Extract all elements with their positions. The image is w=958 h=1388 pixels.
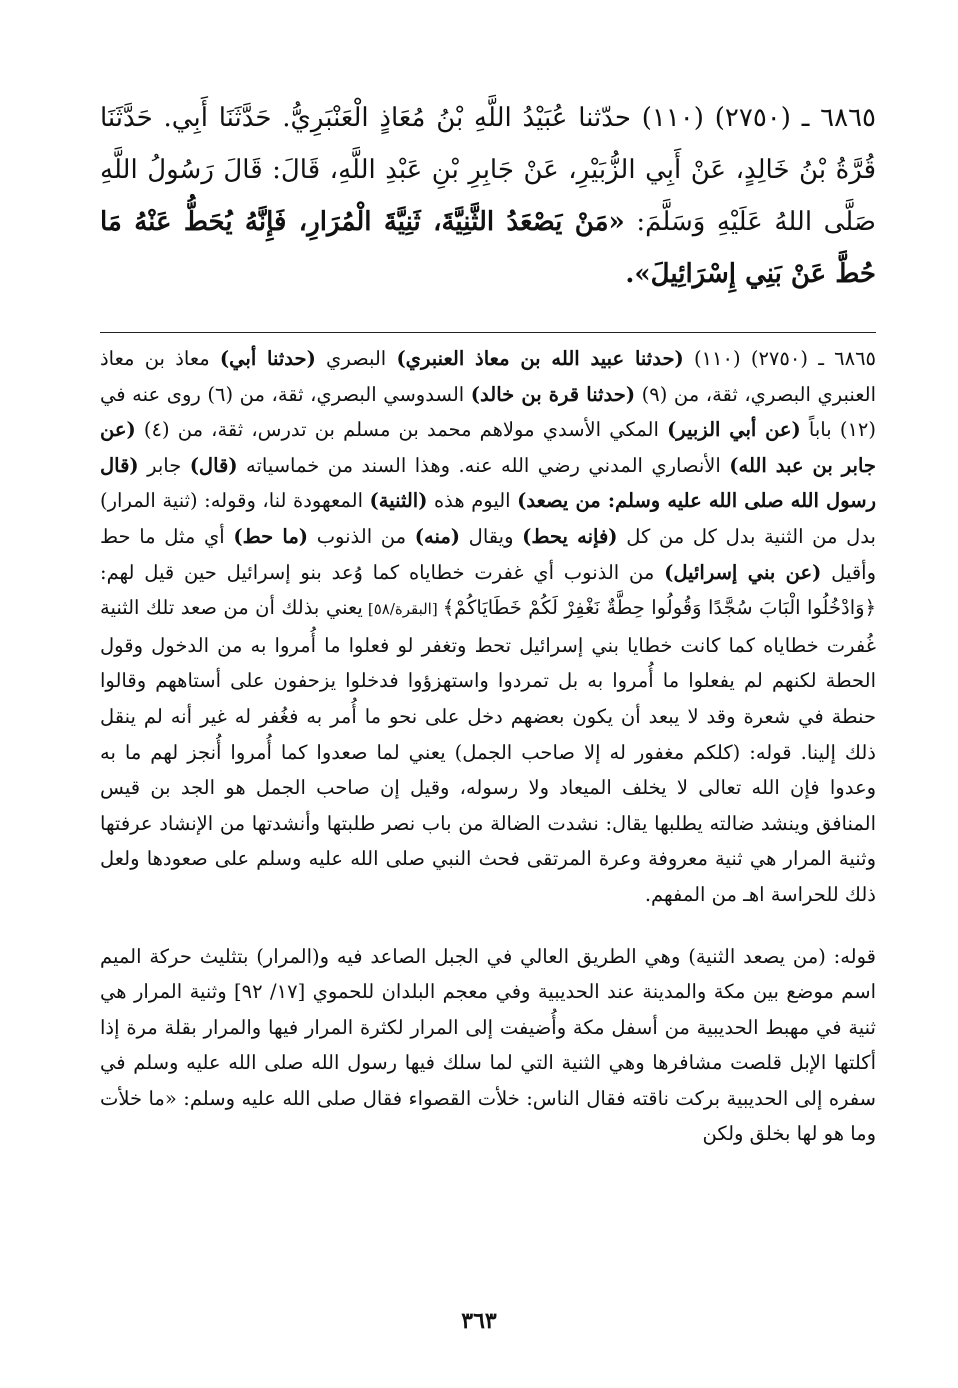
commentary-text: من الذنوب أي غفرت خطاياه كما وُعد بنو إسرائيل حين قيل لهم: — [100, 560, 665, 584]
commentary-bold: (فإنه يحط) — [522, 524, 618, 548]
commentary-text: البصري — [315, 347, 397, 370]
page-body — [100, 92, 876, 1152]
commentary-text: الأنصاري المدني رضي الله عنه. وهذا السند من خماسياته — [237, 453, 730, 477]
commentary-text: المعهودة لنا، وقوله: (ثنية المرار) بدل من الثنية بدل كل من كل — [100, 489, 876, 548]
commentary-bold: (عن جابر بن عبد الله) — [100, 418, 876, 477]
paragraph-gap — [100, 913, 876, 939]
commentary-text: السدوسي البصري، ثقة، من (٦) روى عنه في (١٢) باباً — [100, 382, 876, 442]
commentary-bold: (قال) — [189, 453, 238, 477]
note-paragraph: قوله: (من يصعد الثنية) وهي الطريق العالي في الجبل الصاعد فيه و(المرار) بتثليث حركة الميم اسم موضع بين مكة والمدينة عند الحديبية وفي معجم البلدان للحموي [١٧/ ٩٢] وثنية المرار هي ثنية في مهبط الحديبية من أسفل مكة وأُضيفت إلى المرار لكثرة المرار فيها والمرار بقلة مرة إذا أكلتها الإبل قلصت مشافرها وهي الثنية التي لما سلك فيها رسول الله صلى الله عليه وسلم في سفره إلى الحديبية بركت ناقته فقال الناس: خلأت القصواء فقال صلى الله عليه وسلم: «ما خلأت وما هو لها بخلق ولكن — [100, 944, 876, 1146]
commentary-bold: (ما حط) — [233, 524, 309, 548]
commentary-bold: (الثنية) — [369, 489, 428, 513]
commentary-text: أي مثل ما حط وأقيل — [100, 524, 876, 584]
commentary-text: جابر — [138, 453, 190, 477]
commentary-bold: (منه) — [414, 524, 461, 548]
commentary-text: المكي الأسدي مولاهم محمد بن مسلم بن تدرس، ثقة، من (٤) — [135, 418, 668, 442]
page-number: ٣٦٣ — [461, 1308, 497, 1334]
commentary-text: يعني بذلك أن من صعد تلك الثنية غُفرت خطاياه كما كانت خطايا بني إسرائيل تحط وتغفر لو فعلوا ما أُمروا به من الدخول وقول الحطة لكنهم لم يفعلوا ما أُمروا به بل تمردوا واستهزؤوا فدخلوا يزحفون على أستاههم وقالوا حنطة في شعرة وقد لا يبعد أن يكون بعضهم دخل على نحو ما أُمر به فغُفر له غير أنه لم ينقل ذلك إلينا. قوله: (كلكم مغفور له إلا صاحب الجمل) يعني لما صعدوا كما أُمروا أُنجز لهم ما به وعدوا فإن الله تعالى لا يخلف الميعاد ولا رسوله، وقيل إن صاحب الجمل هو الجد بن قيس المنافق وينشد ضالته يطلبها يقال: نشدت الضالة من باب نصر طلبتها وأنشدتها من الإنشاد عرفتها وثنية المرار هي ثنية معروفة وعرة المرتقى فحث النبي صلى الله عليه وسلم على صعودها ولعل ذلك للحراسة اهـ من المفهم. — [100, 596, 876, 906]
commentary-bold: (حدثنا أبي) — [219, 347, 316, 370]
commentary-bold: (عن بني إسرائيل) — [664, 560, 822, 584]
commentary-bold: (قال رسول الله صلى الله عليه وسلم: من يصعد) — [100, 453, 876, 513]
commentary-bold: (حدثنا قرة بن خالد) — [470, 382, 636, 406]
commentary-text: ٦٨٦٥ ـ (٢٧٥٠) (١١٠) — [683, 347, 877, 370]
commentary-bold: (حدثنا عبيد الله بن معاذ العنبري) — [396, 347, 684, 370]
commentary-text: اليوم هذه — [427, 489, 518, 513]
commentary-text: من الذنوب — [308, 524, 415, 548]
hadith-isnad: ٦٨٦٥ ـ (٢٧٥٠) (١١٠) حدّثنا عُبَيْدُ اللَّهِ بْنُ مُعَاذٍ الْعَنْبَرِيُّ. حَدَّثَنَا أَبِي. حَدَّثَنَا قُرَّةُ بْنُ خَالِدٍ، عَنْ أَبِي الزُّبَيْرِ، عَنْ جَابِرِ بْنِ عَبْدِ اللَّهِ، قَالَ: قَالَ رَسُولُ اللَّهِ صَلَّى اللهُ عَلَيْهِ وَسَلَّمَ: — [100, 103, 876, 237]
commentary-paragraph — [100, 341, 876, 913]
hadith-text — [100, 92, 876, 300]
commentary-text: معاذ بن معاذ العنبري البصري، ثقة، من (٩) — [100, 347, 876, 406]
footnote-divider — [100, 332, 876, 333]
commentary-bold: (عن أبي الزبير) — [667, 418, 801, 442]
commentary-text: ويقال — [460, 524, 523, 548]
hadith-matn: «مَنْ يَصْعَدُ الثَّنِيَّةَ، ثَنِيَّةَ الْمُرَارِ، فَإِنَّهُ يُحَطُّ عَنْهُ مَا حُطَّ عَنْ بَنِي إِسْرَائِيلَ». — [100, 207, 876, 289]
quran-verse: ﴿وَادْخُلُوا الْبَابَ سُجَّدًا وَقُولُوا حِطَّةٌ نَغْفِرْ لَكُمْ خَطَايَاكُمْ﴾ — [442, 596, 876, 620]
quran-reference: [البقرة/٥٨] — [362, 600, 443, 619]
